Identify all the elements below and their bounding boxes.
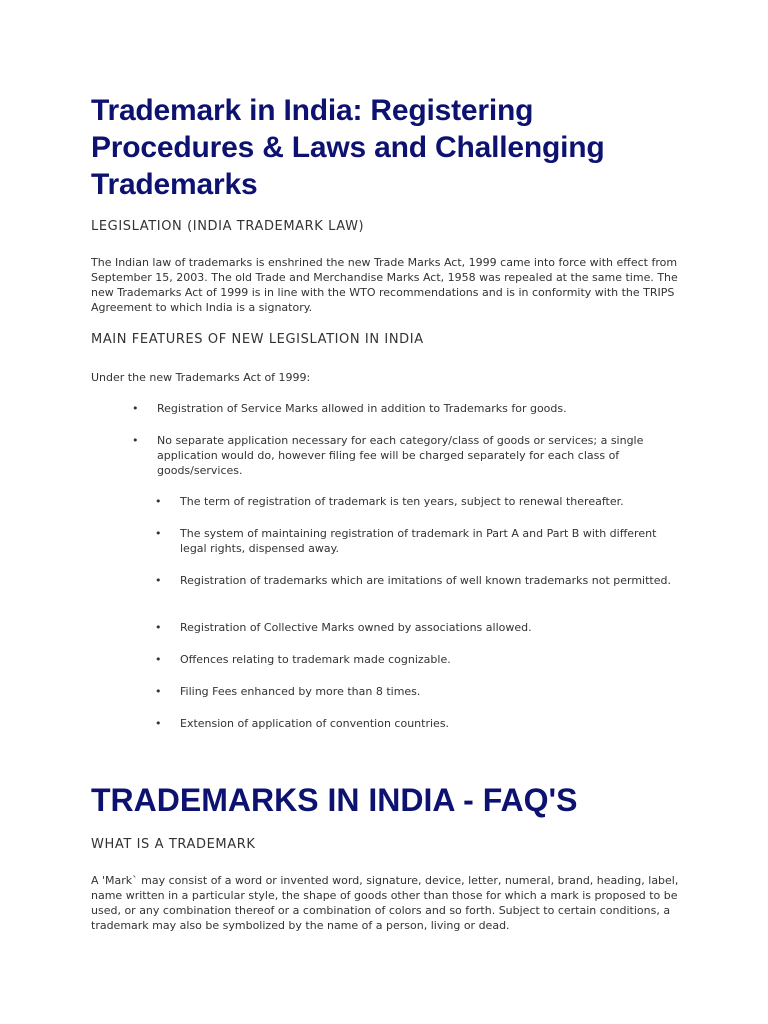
list-item (155, 652, 680, 667)
bullet-icon: • (155, 495, 162, 508)
legislation-paragraph: The Indian law of trademarks is enshrined the new Trade Marks Act, 1999 came into force with effect from September 15, 2003. The old Trade and Merchandise Marks Act, 1958 was repealed at the same time. The new Trademarks Act of 1999 is in line with the WTO recommendations and is in conformity with the TRIPS Agreement to which India is a signatory. (91, 256, 678, 314)
list-item-text: No separate application necessary for each category/class of goods or services; a single application would do, however filing fee will be charged separately for each class of goods/services. (157, 434, 644, 477)
bullet-icon: • (155, 527, 162, 540)
list-item-text: Registration of Service Marks allowed in addition to Trademarks for goods. (157, 402, 567, 415)
list-item (155, 573, 680, 588)
bullet-icon: • (155, 717, 162, 730)
list-item (155, 716, 680, 731)
bullet-icon: • (155, 621, 162, 634)
list-item (132, 433, 677, 478)
what-is-trademark-paragraph: A 'Mark` may consist of a word or invented word, signature, device, letter, numeral, brand, heading, label, name written in a particular style, the shape of goods other than those for which a mark is proposed to be used, or any combination thereof or a combination of colors and so forth. Subject to certain conditions, a trademark may also be symbolized by the name of a person, living or dead. (91, 874, 679, 932)
bullet-icon: • (155, 653, 162, 666)
list-item-text: Filing Fees enhanced by more than 8 times. (180, 685, 421, 698)
list-item-text: The term of registration of trademark is ten years, subject to renewal thereafter. (180, 495, 624, 508)
bullet-icon: • (155, 685, 162, 698)
page-title: Trademark in India: Registering Procedures & Laws and Challenging Trademarks (91, 94, 605, 201)
list-item-text: Registration of trademarks which are imitations of well known trademarks not permitted. (180, 574, 671, 587)
list-item-text: Extension of application of convention countries. (180, 717, 450, 730)
list-item (155, 526, 680, 556)
features-heading: MAIN FEATURES OF NEW LEGISLATION IN INDIA (91, 332, 424, 347)
bullet-icon: • (155, 574, 162, 587)
bullet-icon: • (132, 434, 139, 447)
list-item (155, 620, 680, 635)
list-item (132, 401, 677, 416)
list-item-text: Registration of Collective Marks owned by associations allowed. (180, 621, 532, 634)
list-item (155, 684, 680, 699)
faq-title: TRADEMARKS IN INDIA - FAQ'S (91, 782, 578, 818)
features-intro: Under the new Trademarks Act of 1999: (91, 371, 311, 384)
what-is-trademark-heading: WHAT IS A TRADEMARK (91, 837, 256, 852)
list-item-text: The system of maintaining registration of trademark in Part A and Part B with different legal rights, dispensed away. (180, 527, 657, 555)
legislation-heading: LEGISLATION (INDIA TRADEMARK LAW) (91, 219, 365, 234)
list-item (155, 494, 680, 509)
bullet-icon: • (132, 402, 139, 415)
list-item-text: Offences relating to trademark made cognizable. (180, 653, 451, 666)
